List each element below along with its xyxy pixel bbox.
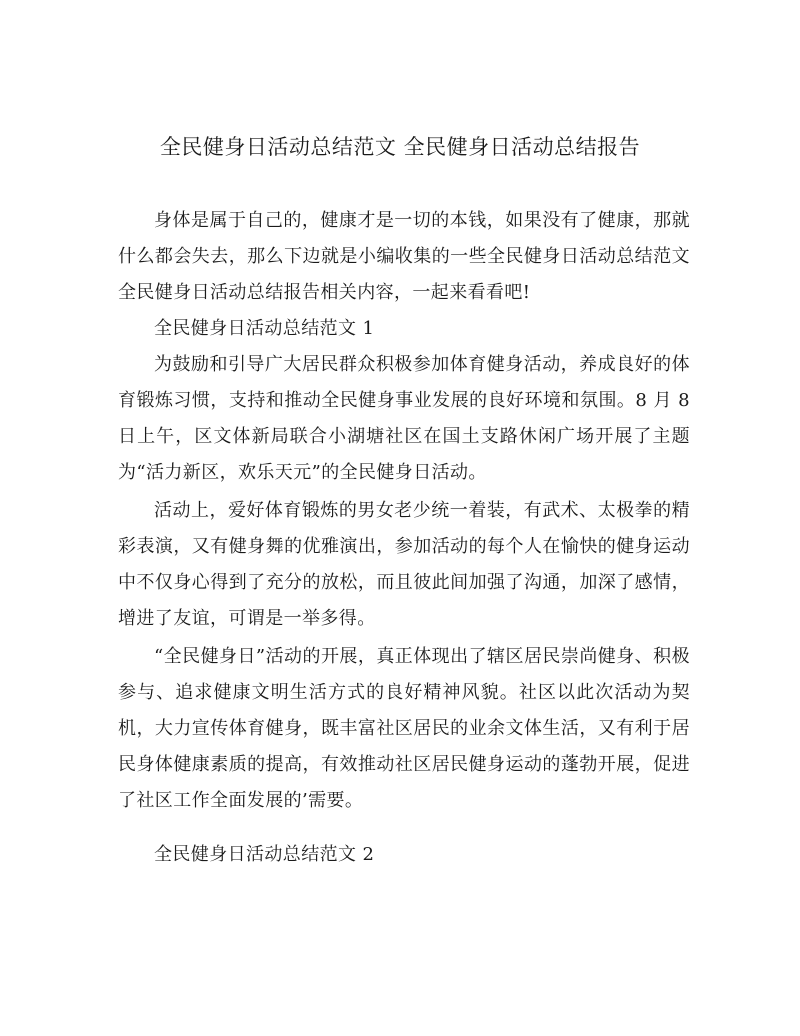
- section-heading-2: 全民健身日活动总结范文 2: [154, 844, 375, 865]
- section1-paragraph-1: 为鼓励和引导广大居民群众积极参加体育健身活动，养成良好的体育锻炼习惯，支持和推动全民健身事业发展的良好环境和氛围。8 月 8 日上午，区文体新局联合小湖塘社区在国土支路休闲广场开展了主题为“活力新区，欢乐天元”的全民健身日活动。: [118, 354, 690, 483]
- page-title: 全民健身日活动总结范文 全民健身日活动总结报告: [159, 135, 641, 159]
- section-heading-1: 全民健身日活动总结范文 1: [154, 318, 375, 339]
- section1-paragraph-3: “全民健身日”活动的开展，真正体现出了辖区居民崇尚健身、积极参与、追求健康文明生活方式的良好精神风貌。社区以此次活动为契机，大力宣传体育健身，既丰富社区居民的业余文体生活，又有利于居民身体健康素质的提高，有效推动社区居民健身运动的蓬勃开展，促进了社区工作全面发展的’需要。: [118, 646, 690, 811]
- intro-paragraph: 身体是属于自己的，健康才是一切的本钱，如果没有了健康，那就什么都会失去，那么下边就是小编收集的一些全民健身日活动总结范文 全民健身日活动总结报告相关内容，一起来看看吧!: [118, 210, 690, 303]
- section1-paragraph-2: 活动上，爱好体育锻炼的男女老少统一着装，有武术、太极拳的精彩表演，又有健身舞的优雅演出，参加活动的每个人在愉快的健身运动中不仅身心得到了充分的放松，而且彼此间加强了沟通，加深了感情，增进了友谊，可谓是一举多得。: [118, 500, 690, 629]
- document-body: [118, 203, 690, 873]
